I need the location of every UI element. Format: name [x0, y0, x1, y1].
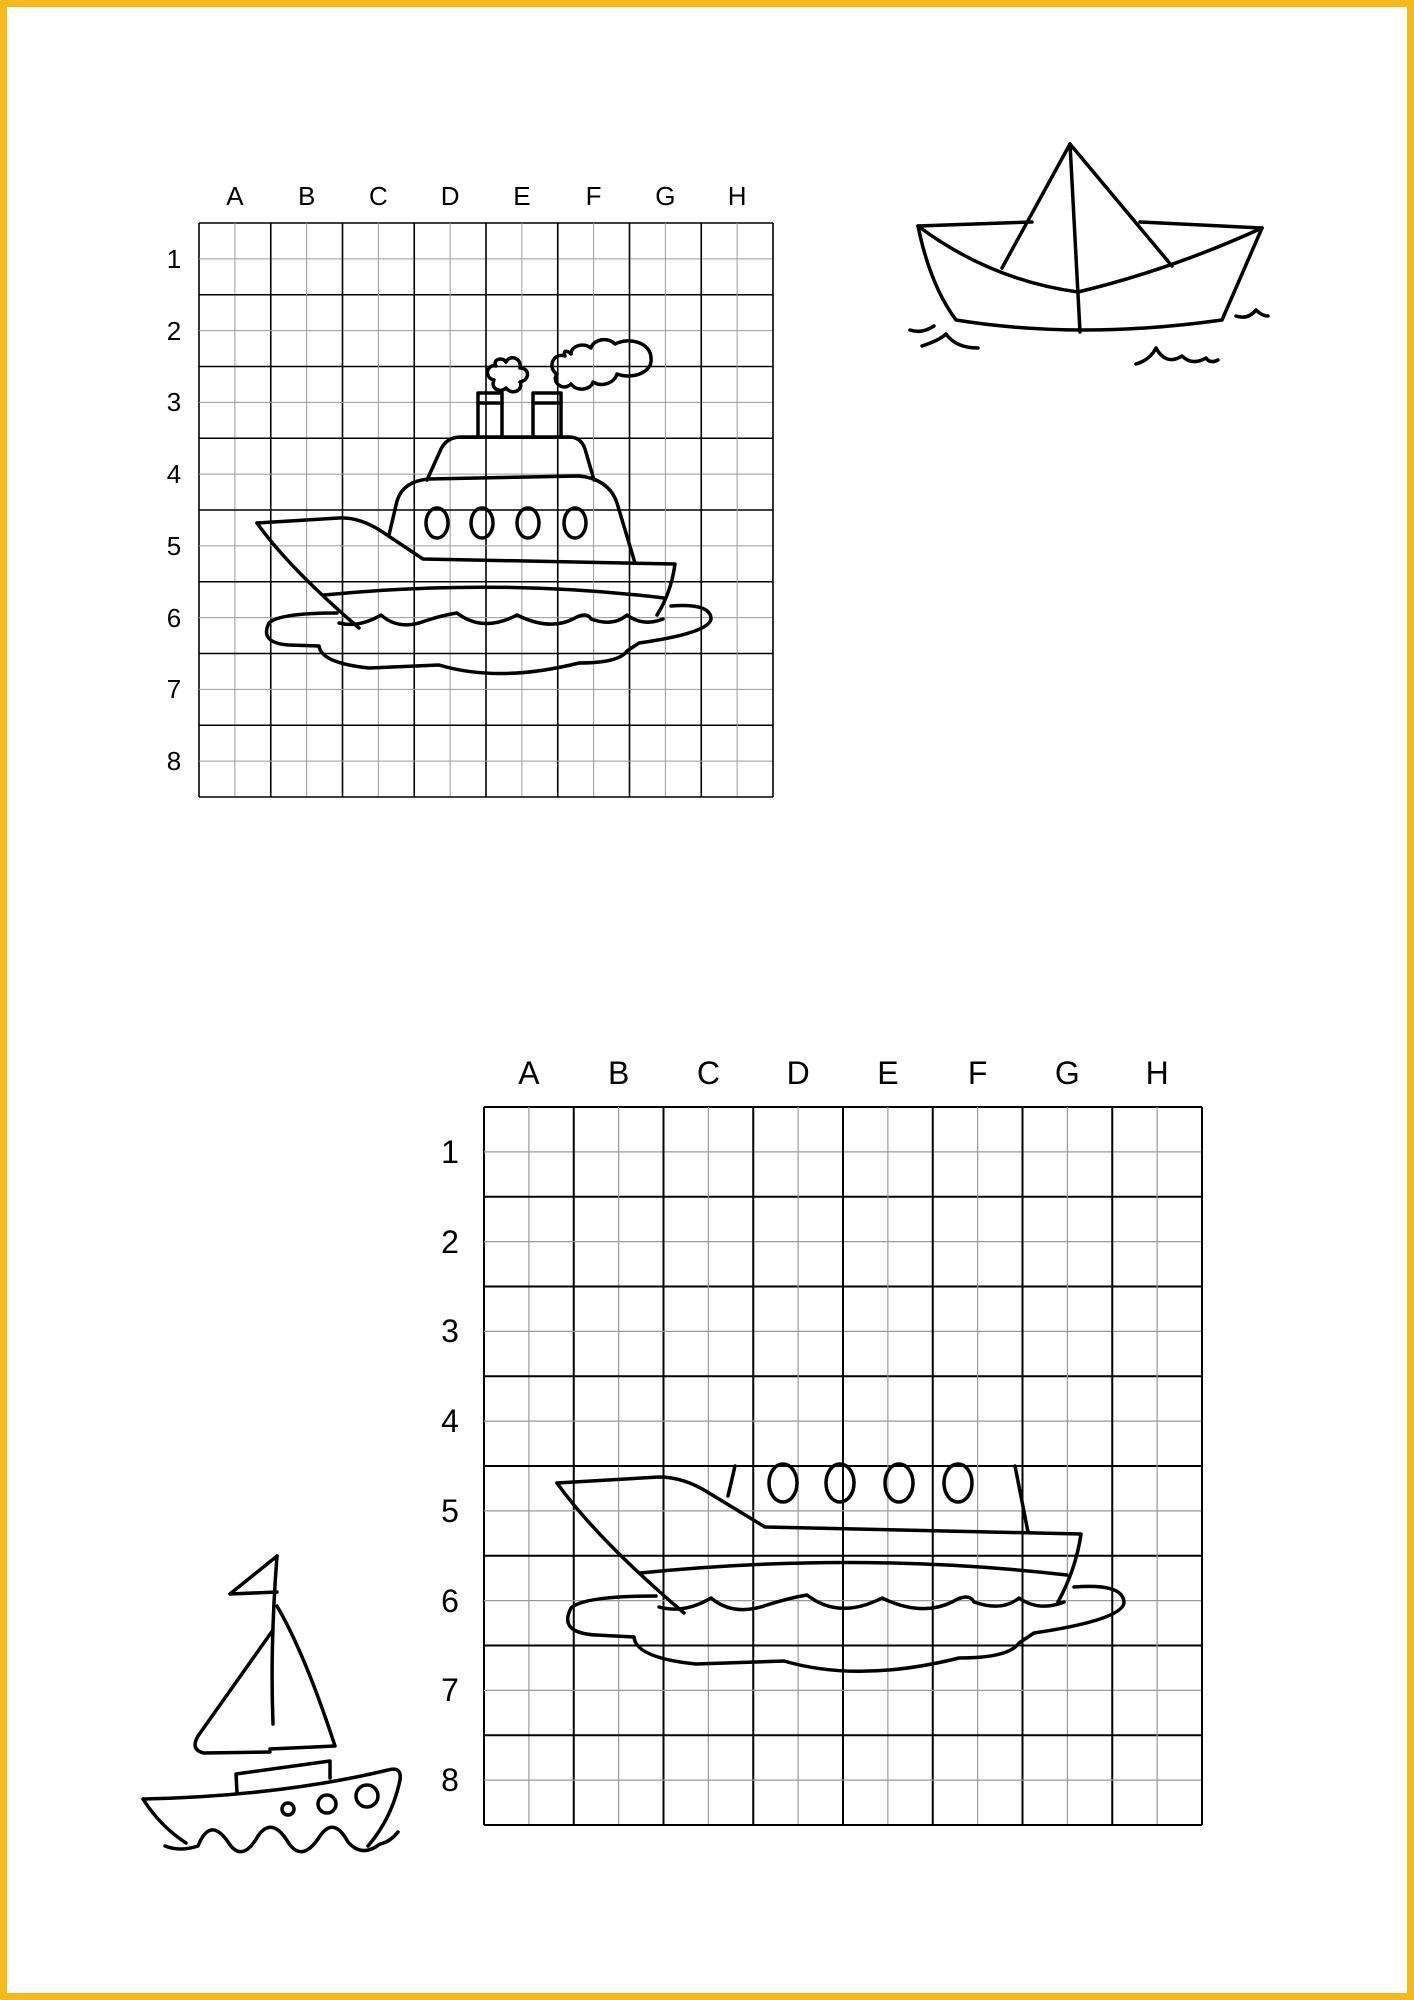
reference-column-label-f: F — [585, 181, 602, 211]
practice-row-label-7: 7 — [441, 1672, 459, 1709]
practice-row-label-6: 6 — [441, 1582, 459, 1619]
reference-column-label-b: B — [297, 181, 316, 211]
practice-row-label-8: 8 — [441, 1762, 459, 1799]
reference-row-label-2: 2 — [166, 315, 182, 346]
paper-boat-drawing — [900, 130, 1280, 390]
reference-column-label-d: D — [440, 181, 460, 211]
reference-grid — [199, 223, 773, 797]
practice-column-label-g: G — [1054, 1055, 1080, 1091]
practice-column-label-f: F — [967, 1055, 988, 1091]
practice-row-label-2: 2 — [441, 1223, 459, 1260]
practice-row-label-3: 3 — [441, 1313, 459, 1350]
practice-grid — [484, 1107, 1203, 1824]
reference-row-label-3: 3 — [166, 387, 182, 418]
reference-row-label-1: 1 — [166, 243, 182, 274]
reference-column-label-a: A — [226, 181, 244, 211]
practice-row-label-4: 4 — [441, 1403, 459, 1440]
reference-column-label-e: E — [513, 181, 531, 211]
practice-row-label-5: 5 — [441, 1492, 459, 1529]
reference-column-label-h: H — [727, 181, 747, 211]
reference-row-label-7: 7 — [166, 674, 182, 705]
practice-column-label-c: C — [696, 1055, 720, 1091]
practice-column-label-h: H — [1145, 1055, 1169, 1091]
sailboat-drawing — [130, 1546, 420, 1876]
reference-column-label-c: C — [368, 181, 388, 211]
reference-row-label-8: 8 — [166, 746, 182, 777]
reference-row-label-6: 6 — [166, 602, 182, 633]
practice-column-label-e: E — [877, 1055, 899, 1091]
practice-column-label-d: D — [786, 1055, 810, 1091]
practice-column-label-b: B — [607, 1055, 630, 1091]
practice-row-label-1: 1 — [441, 1133, 459, 1170]
steamship-reference-drawing — [199, 223, 773, 797]
reference-row-label-4: 4 — [166, 459, 182, 490]
steamship-partial-drawing — [484, 1107, 1203, 1824]
reference-row-label-5: 5 — [166, 530, 182, 561]
practice-column-label-a: A — [518, 1055, 540, 1091]
reference-column-label-g: G — [655, 181, 676, 211]
